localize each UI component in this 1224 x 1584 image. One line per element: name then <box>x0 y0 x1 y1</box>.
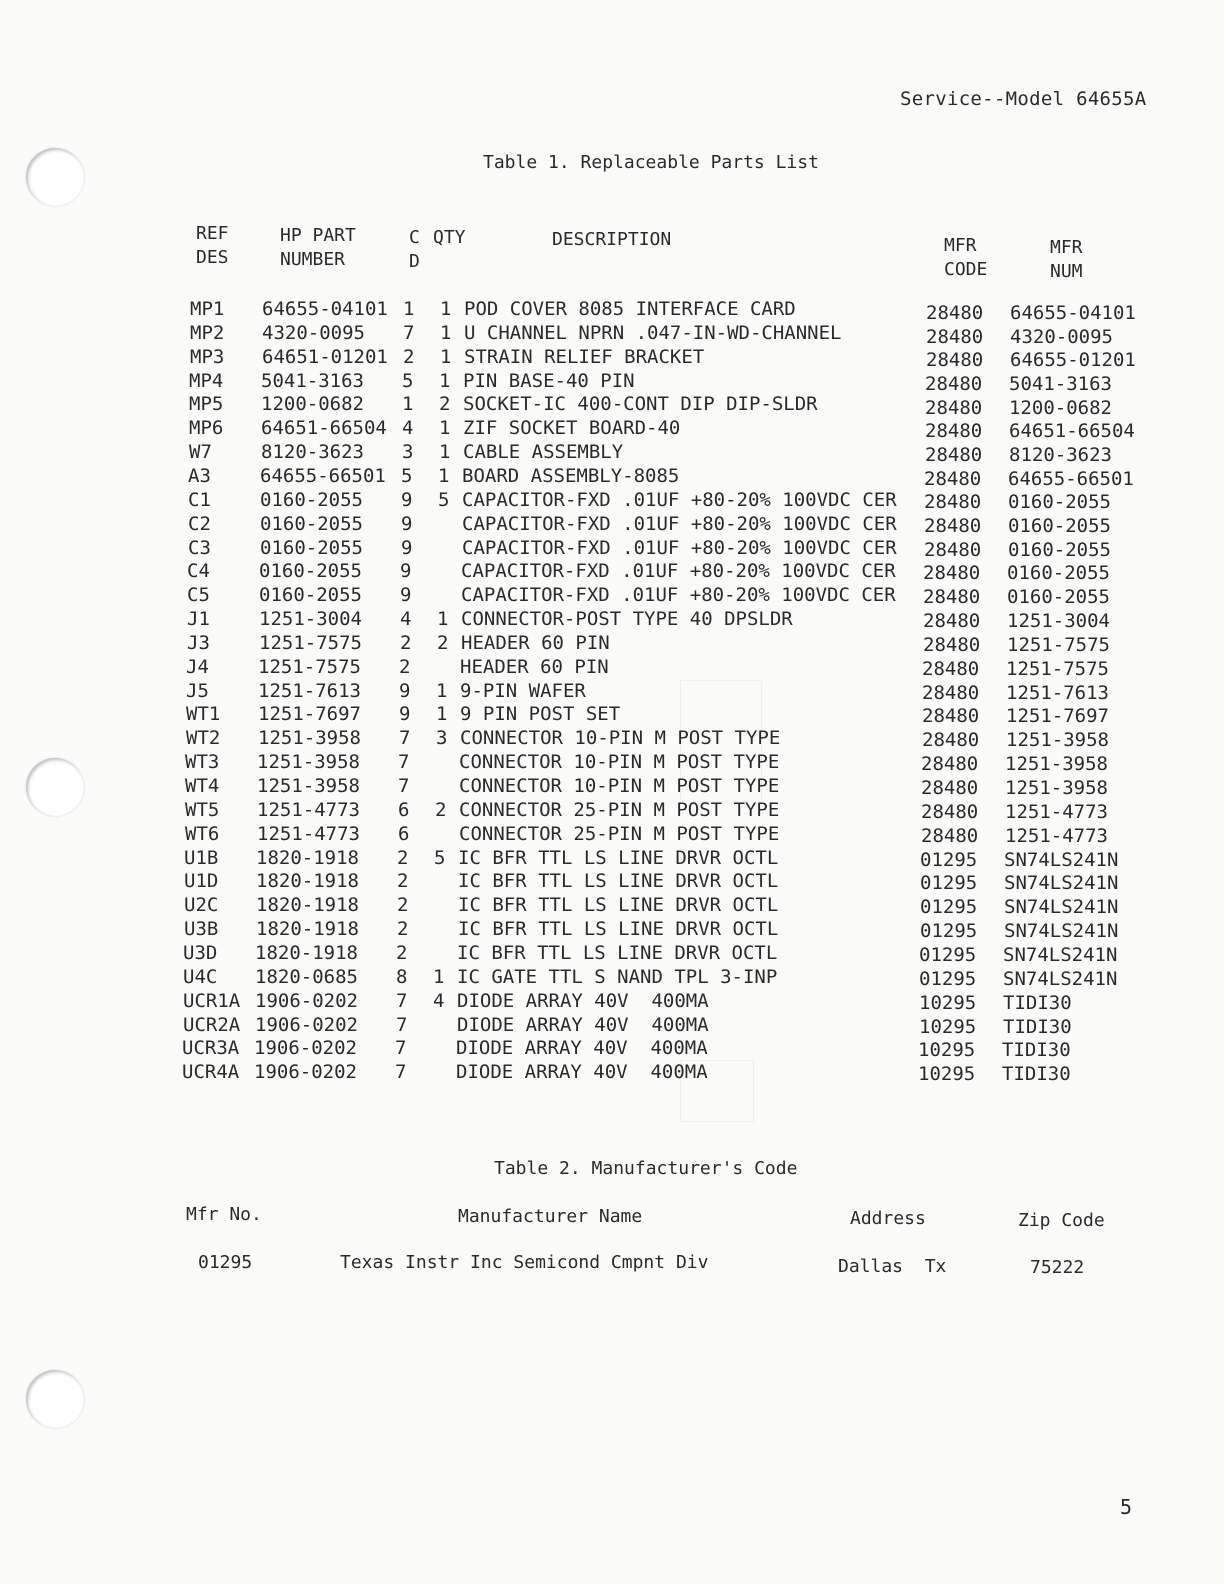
check-digit-cell: 7 <box>395 1037 407 1060</box>
qty-cell: 1 <box>436 703 448 726</box>
qty-cell: 2 <box>439 393 451 416</box>
mfr-num-cell: 0160-2055 <box>1008 514 1111 537</box>
description-cell: DIODE ARRAY 40V 400MA <box>457 1013 709 1036</box>
page-number: 5 <box>1120 1495 1133 1519</box>
ref-des-cell: UCR3A <box>182 1037 240 1060</box>
table-row <box>0 1014 1217 1038</box>
description-cell: POD COVER 8085 INTERFACE CARD <box>464 298 796 320</box>
hp-part-number-cell: 1251-7575 <box>258 655 361 678</box>
hp-part-number-cell: 1251-3958 <box>258 727 361 750</box>
description-cell: CONNECTOR 10-PIN M POST TYPE <box>460 727 781 750</box>
mfr-code-cell: 01295 <box>920 920 978 943</box>
ref-des-cell: J5 <box>186 679 209 702</box>
check-digit-cell: 2 <box>400 631 412 654</box>
binder-hole-bottom <box>26 1370 84 1428</box>
table-row <box>0 823 1219 847</box>
check-digit-cell: 7 <box>398 775 410 797</box>
description-cell: STRAIN RELIEF BRACKET <box>464 345 705 368</box>
table-row <box>0 990 1217 1014</box>
mfr-num-cell: 64651-66504 <box>1009 420 1135 443</box>
table-row <box>0 632 1221 656</box>
description-cell: CONNECTOR 25-PIN M POST TYPE <box>459 798 780 821</box>
qty-cell: 1 <box>440 345 452 368</box>
table-row <box>0 870 1218 894</box>
mfr-num-cell: 1251-3958 <box>1006 729 1109 752</box>
table-row <box>0 942 1217 966</box>
header-hp-part: HP PART NUMBER <box>280 225 356 270</box>
description-cell: U CHANNEL NPRN .047-IN-WD-CHANNEL <box>464 321 842 344</box>
mfr-num-cell: 1251-3958 <box>1005 777 1108 799</box>
mfr-code-cell: 28480 <box>925 372 983 395</box>
hp-part-number-cell: 64655-04101 <box>262 298 388 320</box>
qty-cell: 2 <box>435 798 447 821</box>
qty-cell: 3 <box>436 727 448 750</box>
mfr-num-cell: SN74LS241N <box>1004 920 1119 943</box>
check-digit-cell: 7 <box>396 1013 408 1036</box>
ref-des-cell: J3 <box>187 631 210 654</box>
check-digit-cell: 9 <box>401 536 413 559</box>
mfr-code-cell: 01295 <box>919 943 977 966</box>
table-row <box>0 489 1222 513</box>
mfr-num-cell: 64655-04101 <box>1010 302 1136 324</box>
check-digit-cell: 9 <box>400 584 412 607</box>
mfr-num-cell: 64655-01201 <box>1010 349 1136 372</box>
mfr-code-cell: 28480 <box>922 657 980 680</box>
check-digit-cell: 4 <box>400 608 412 631</box>
ref-des-cell: C5 <box>187 584 210 607</box>
hp-part-number-cell: 1906-0202 <box>255 989 358 1012</box>
check-digit-cell: 7 <box>399 727 411 750</box>
mfr-num-cell: 1251-7575 <box>1007 633 1110 656</box>
description-cell: IC BFR TTL LS LINE DRVR OCTL <box>458 918 779 941</box>
document-header: Service--Model 64655A <box>900 88 1147 110</box>
table-row <box>0 298 1224 322</box>
ref-des-cell: A3 <box>188 464 211 487</box>
description-cell: CONNECTOR-POST TYPE 40 DPSLDR <box>461 608 793 631</box>
qty-cell: 4 <box>433 989 445 1012</box>
mfr-code-cell: 10295 <box>919 1015 977 1038</box>
hp-part-number-cell: 1251-7613 <box>258 679 361 702</box>
qty-cell: 1 <box>436 679 448 702</box>
description-cell: CABLE ASSEMBLY <box>463 441 624 464</box>
mfr-num-cell: 8120-3623 <box>1009 443 1112 466</box>
check-digit-cell: 9 <box>399 679 411 702</box>
ref-des-cell: UCR2A <box>183 1013 241 1036</box>
description-cell: ZIF SOCKET BOARD-40 <box>463 417 681 440</box>
description-cell: SOCKET-IC 400-CONT DIP DIP-SLDR <box>463 393 818 416</box>
mfr-code-cell: 28480 <box>924 538 982 561</box>
ref-des-cell: MP5 <box>189 393 224 416</box>
qty-cell: 1 <box>438 464 450 487</box>
description-cell: CAPACITOR-FXD .01UF +80-20% 100VDC CER <box>462 536 897 559</box>
ref-des-cell: WT3 <box>185 751 220 774</box>
ref-des-cell: MP4 <box>189 369 224 392</box>
mfr-code-cell: 28480 <box>923 633 981 656</box>
header-mfr-code: MFR CODE <box>944 235 988 280</box>
description-cell: 9-PIN WAFER <box>460 679 586 702</box>
ref-des-cell: C2 <box>188 512 211 535</box>
description-cell: CAPACITOR-FXD .01UF +80-20% 100VDC CER <box>461 560 896 583</box>
ref-des-cell: U2C <box>184 894 219 917</box>
ref-des-cell: MP2 <box>190 321 225 344</box>
description-cell: IC BFR TTL LS LINE DRVR OCTL <box>458 870 779 893</box>
table-row <box>0 775 1219 799</box>
qty-cell: 1 <box>440 321 452 344</box>
qty-cell: 1 <box>433 965 445 988</box>
address-cell: Dallas Tx <box>838 1256 947 1277</box>
check-digit-cell: 7 <box>403 321 415 344</box>
description-cell: DIODE ARRAY 40V 400MA <box>457 989 709 1012</box>
mfr-num-cell: TIDI30 <box>1002 1063 1071 1086</box>
mfr-num-cell: 0160-2055 <box>1007 562 1110 585</box>
hp-part-number-cell: 0160-2055 <box>260 488 363 511</box>
mfr-num-cell: 1251-3004 <box>1007 610 1110 633</box>
table-row <box>0 370 1223 394</box>
hp-part-number-cell: 5041-3163 <box>261 369 364 392</box>
hp-part-number-cell: 1820-1918 <box>256 894 359 917</box>
ref-des-cell: U1D <box>184 870 219 893</box>
mfr-num-cell: 1251-4773 <box>1005 824 1108 847</box>
table-row <box>0 441 1223 465</box>
table-row <box>0 847 1218 871</box>
ref-des-cell: WT4 <box>185 775 220 797</box>
hp-part-number-cell: 1820-1918 <box>255 941 358 964</box>
table-row <box>0 799 1219 823</box>
table-row <box>0 894 1218 918</box>
description-cell: DIODE ARRAY 40V 400MA <box>456 1037 708 1060</box>
ref-des-cell: UCR1A <box>183 989 241 1012</box>
hp-part-number-cell: 8120-3623 <box>261 441 364 464</box>
hp-part-number-cell: 1906-0202 <box>254 1037 357 1060</box>
mfr-code-cell: 28480 <box>921 753 979 776</box>
hp-part-number-cell: 1251-3958 <box>257 775 360 797</box>
header-qty: QTY <box>433 227 466 248</box>
ref-des-cell: MP6 <box>189 417 224 440</box>
mfr-num-cell: SN74LS241N <box>1004 872 1119 895</box>
description-cell: CAPACITOR-FXD .01UF +80-20% 100VDC CER <box>462 488 897 511</box>
ref-des-cell: WT6 <box>185 822 220 845</box>
hp-part-number-cell: 1820-1918 <box>256 870 359 893</box>
header-address: Address <box>850 1208 926 1229</box>
header-description: DESCRIPTION <box>552 229 672 250</box>
ref-des-cell: W7 <box>189 441 212 464</box>
description-cell: BOARD ASSEMBLY-8085 <box>462 464 680 487</box>
hp-part-number-cell: 1251-7697 <box>258 703 361 726</box>
hp-part-number-cell: 1251-4773 <box>257 798 360 821</box>
mfr-code-cell: 01295 <box>919 967 977 990</box>
description-cell: CONNECTOR 10-PIN M POST TYPE <box>459 775 780 797</box>
check-digit-cell: 1 <box>403 298 415 320</box>
hp-part-number-cell: 64651-01201 <box>262 345 388 368</box>
table-row <box>0 393 1223 417</box>
qty-cell: 1 <box>439 369 451 392</box>
table-row <box>0 584 1221 608</box>
hp-part-number-cell: 0160-2055 <box>260 512 363 535</box>
ref-des-cell: C1 <box>188 488 211 511</box>
hp-part-number-cell: 1251-3004 <box>259 608 362 631</box>
mfr-num-cell: 1200-0682 <box>1009 396 1112 419</box>
hp-part-number-cell: 0160-2055 <box>259 560 362 583</box>
hp-part-number-cell: 1251-7575 <box>259 631 362 654</box>
check-digit-cell: 7 <box>395 1061 407 1084</box>
table-row <box>0 465 1222 489</box>
mfr-num-cell: TIDI30 <box>1002 1039 1071 1062</box>
mfr-num-cell: 1251-7613 <box>1006 681 1109 704</box>
mfr-code-cell: 28480 <box>922 681 980 704</box>
ref-des-cell: C4 <box>187 560 210 583</box>
table-row <box>0 918 1218 942</box>
table-row <box>0 608 1221 632</box>
mfr-code-cell: 28480 <box>926 349 984 372</box>
check-digit-cell: 6 <box>398 798 410 821</box>
check-digit-cell: 7 <box>398 751 410 774</box>
description-cell: 9 PIN POST SET <box>460 703 621 726</box>
ref-des-cell: U4C <box>183 965 218 988</box>
header-mfr-no: Mfr No. <box>186 1204 262 1225</box>
mfr-num-cell: SN74LS241N <box>1003 943 1118 966</box>
hp-part-number-cell: 64655-66501 <box>260 464 386 487</box>
mfr-num-cell: 1251-7697 <box>1006 705 1109 728</box>
table-row <box>0 322 1224 346</box>
mfr-num-cell: 0160-2055 <box>1007 586 1110 609</box>
check-digit-cell: 7 <box>396 989 408 1012</box>
hp-part-number-cell: 0160-2055 <box>259 584 362 607</box>
mfr-code-cell: 28480 <box>922 729 980 752</box>
mfr-code-cell: 01295 <box>920 872 978 895</box>
mfr-code-cell: 28480 <box>926 302 984 324</box>
mfr-num-cell: 0160-2055 <box>1008 491 1111 514</box>
table-row <box>0 680 1220 704</box>
ref-des-cell: U3B <box>184 918 219 941</box>
description-cell: DIODE ARRAY 40V 400MA <box>456 1061 708 1084</box>
description-cell: IC BFR TTL LS LINE DRVR OCTL <box>458 846 779 869</box>
mfr-code-cell: 28480 <box>921 800 979 823</box>
zip-code-cell: 75222 <box>1030 1257 1085 1278</box>
check-digit-cell: 4 <box>402 417 414 440</box>
description-cell: IC BFR TTL LS LINE DRVR OCTL <box>458 894 779 917</box>
mfr-code-cell: 01295 <box>920 848 978 871</box>
ref-des-cell: C3 <box>188 536 211 559</box>
hp-part-number-cell: 1820-0685 <box>255 965 358 988</box>
description-cell: IC GATE TTL S NAND TPL 3-INP <box>457 965 778 988</box>
hp-part-number-cell: 1820-1918 <box>256 918 359 941</box>
check-digit-cell: 9 <box>400 560 412 583</box>
mfr-num-cell: 0160-2055 <box>1008 538 1111 561</box>
mfr-num-cell: 1251-4773 <box>1005 800 1108 823</box>
header-cd: C D <box>409 227 420 272</box>
mfr-code-cell: 10295 <box>918 1039 976 1062</box>
qty-cell: 5 <box>434 846 446 869</box>
qty-cell: 1 <box>439 417 451 440</box>
header-zip-code: Zip Code <box>1018 1210 1105 1231</box>
check-digit-cell: 2 <box>399 655 411 678</box>
mfr-code-cell: 28480 <box>923 562 981 585</box>
mfr-code-cell: 28480 <box>924 514 982 537</box>
check-digit-cell: 9 <box>401 512 413 535</box>
table-row <box>0 656 1220 680</box>
qty-cell: 1 <box>437 608 449 631</box>
check-digit-cell: 1 <box>402 393 414 416</box>
table-row <box>0 1061 1216 1085</box>
header-ref-des: REF DES <box>196 223 229 268</box>
mfr-code-cell: 28480 <box>921 777 979 799</box>
description-cell: CONNECTOR 25-PIN M POST TYPE <box>459 822 780 845</box>
hp-part-number-cell: 1906-0202 <box>255 1013 358 1036</box>
header-mfr-num: MFR NUM <box>1050 237 1083 282</box>
description-cell: HEADER 60 PIN <box>460 655 609 678</box>
mfr-code-cell: 10295 <box>919 991 977 1014</box>
table-row <box>0 513 1222 537</box>
mfr-num-cell: 4320-0095 <box>1010 325 1113 348</box>
table-row <box>0 703 1220 727</box>
qty-cell: 2 <box>437 631 449 654</box>
check-digit-cell: 2 <box>397 846 409 869</box>
mfr-num-cell: SN74LS241N <box>1003 967 1118 990</box>
mfr-no-cell: 01295 <box>198 1252 253 1273</box>
qty-cell: 1 <box>439 441 451 464</box>
ref-des-cell: J4 <box>186 655 209 678</box>
check-digit-cell: 2 <box>397 918 409 941</box>
qty-cell: 5 <box>438 488 450 511</box>
mfr-num-cell: TIDI30 <box>1003 991 1072 1014</box>
ref-des-cell: J1 <box>187 608 210 631</box>
table-row <box>0 966 1217 990</box>
hp-part-number-cell: 1820-1918 <box>256 846 359 869</box>
table-row <box>0 346 1224 370</box>
ref-des-cell: WT1 <box>186 703 221 726</box>
mfr-code-cell: 28480 <box>921 824 979 847</box>
binder-hole-top <box>26 148 84 206</box>
table-row <box>0 1037 1216 1061</box>
hp-part-number-cell: 1251-4773 <box>257 822 360 845</box>
mfr-code-cell: 28480 <box>925 396 983 419</box>
table1-title: Table 1. Replaceable Parts List <box>483 152 819 173</box>
check-digit-cell: 2 <box>397 894 409 917</box>
mfr-code-cell: 28480 <box>926 325 984 348</box>
description-cell: CONNECTOR 10-PIN M POST TYPE <box>459 751 780 774</box>
check-digit-cell: 9 <box>401 488 413 511</box>
mfr-code-cell: 28480 <box>925 420 983 443</box>
hp-part-number-cell: 4320-0095 <box>262 321 365 344</box>
ref-des-cell: U3D <box>183 941 218 964</box>
hp-part-number-cell: 64651-66504 <box>261 417 387 440</box>
mfr-num-cell: 5041-3163 <box>1009 372 1112 395</box>
mfr-num-cell: 1251-3958 <box>1005 753 1108 776</box>
mfr-num-cell: TIDI30 <box>1003 1015 1072 1038</box>
mfr-code-cell: 28480 <box>922 705 980 728</box>
table-row <box>0 417 1223 441</box>
mfr-code-cell: 28480 <box>923 586 981 609</box>
check-digit-cell: 2 <box>397 870 409 893</box>
check-digit-cell: 6 <box>398 822 410 845</box>
header-manufacturer-name: Manufacturer Name <box>458 1206 643 1227</box>
hp-part-number-cell: 1251-3958 <box>257 751 360 774</box>
ref-des-cell: WT2 <box>186 727 221 750</box>
qty-cell: 1 <box>440 298 452 320</box>
mfr-num-cell: 1251-7575 <box>1006 657 1109 680</box>
check-digit-cell: 5 <box>402 369 414 392</box>
mfr-code-cell: 28480 <box>924 467 982 490</box>
description-cell: CAPACITOR-FXD .01UF +80-20% 100VDC CER <box>461 584 896 607</box>
ref-des-cell: MP1 <box>190 298 225 320</box>
check-digit-cell: 3 <box>402 441 414 464</box>
hp-part-number-cell: 1906-0202 <box>254 1061 357 1084</box>
table-row <box>0 537 1222 561</box>
description-cell: HEADER 60 PIN <box>461 631 610 654</box>
hp-part-number-cell: 0160-2055 <box>260 536 363 559</box>
table-row <box>0 751 1219 775</box>
check-digit-cell: 2 <box>396 941 408 964</box>
ref-des-cell: U1B <box>184 846 219 869</box>
ref-des-cell: WT5 <box>185 798 220 821</box>
table-row <box>0 560 1221 584</box>
table2-title: Table 2. Manufacturer's Code <box>494 1158 798 1179</box>
mfr-num-cell: SN74LS241N <box>1004 848 1119 871</box>
description-cell: CAPACITOR-FXD .01UF +80-20% 100VDC CER <box>462 512 897 535</box>
check-digit-cell: 2 <box>403 345 415 368</box>
check-digit-cell: 8 <box>396 965 408 988</box>
check-digit-cell: 5 <box>401 464 413 487</box>
mfr-code-cell: 28480 <box>925 443 983 466</box>
mfr-num-cell: SN74LS241N <box>1004 896 1119 919</box>
ref-des-cell: MP3 <box>190 345 225 368</box>
table-row <box>0 727 1220 751</box>
check-digit-cell: 9 <box>399 703 411 726</box>
mfr-code-cell: 28480 <box>923 610 981 633</box>
manufacturer-name-cell: Texas Instr Inc Semicond Cmpnt Div <box>340 1252 709 1273</box>
hp-part-number-cell: 1200-0682 <box>261 393 364 416</box>
mfr-code-cell: 28480 <box>924 491 982 514</box>
mfr-num-cell: 64655-66501 <box>1008 467 1134 490</box>
description-cell: PIN BASE-40 PIN <box>463 369 635 392</box>
mfr-code-cell: 10295 <box>918 1063 976 1086</box>
ref-des-cell: UCR4A <box>182 1061 240 1084</box>
description-cell: IC BFR TTL LS LINE DRVR OCTL <box>457 941 778 964</box>
mfr-code-cell: 01295 <box>920 896 978 919</box>
